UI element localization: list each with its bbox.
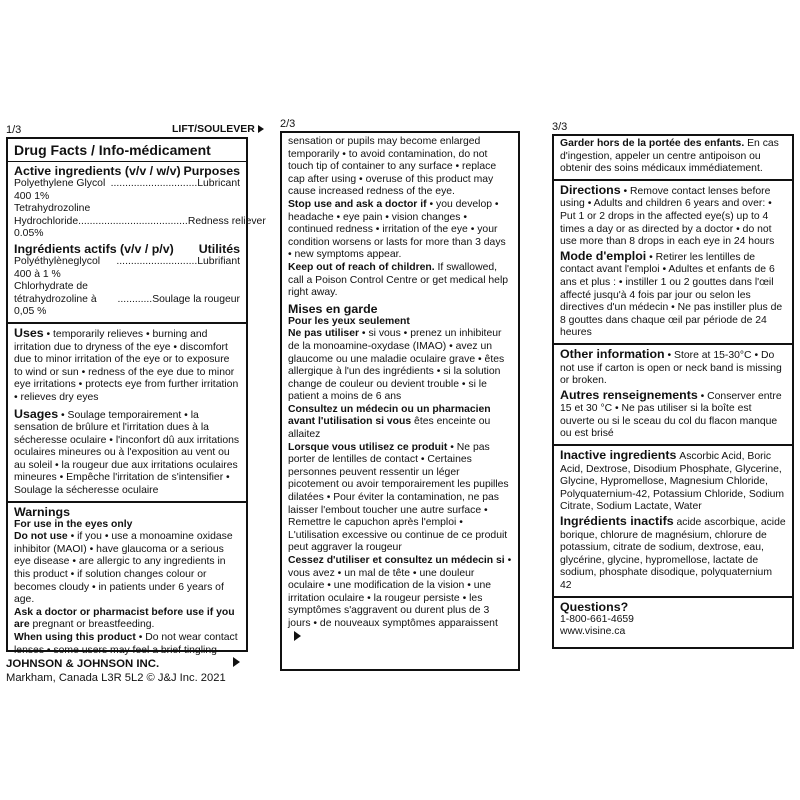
active-ingredients-heading: Active ingredients (v/v / w/v) — [14, 164, 181, 178]
keep-out-text: If swallowed, call a Poison Control Centre or get medical help right away. — [288, 261, 509, 299]
actif-row — [14, 281, 240, 294]
eyes-only-label: For use in the eyes only — [14, 518, 133, 530]
warnings-heading: Warnings — [14, 504, 70, 519]
drug-facts-panel-3 — [552, 134, 794, 649]
stop-use-text: • you develop • headache • eye pain • vision changes • continued redness • irritation of the eye • your condition worsens or lasts for more than 3 days • new symptoms appear. — [288, 198, 506, 261]
drug-facts-title: Drug Facts / Info-médicament — [8, 139, 246, 162]
directions-section — [554, 181, 792, 345]
lift-label — [172, 123, 264, 135]
yeux-seulement-label: Pour les yeux seulement — [288, 315, 410, 327]
when-using-text: • Do not wear contact lenses • some users may feel a brief tingling — [14, 632, 238, 656]
leader-dots: ............ — [117, 293, 153, 305]
website-link[interactable]: www.visine.ca — [560, 626, 626, 638]
purposes-heading: Purposes — [183, 164, 240, 178]
mises-en-garde-heading: Mises en garde — [288, 301, 378, 316]
consultez-text: êtes enceinte ou allaitez — [288, 416, 491, 441]
ingredient-purpose: Lubricant — [197, 178, 240, 189]
cessez-label: Cessez d'utiliser et consultez un médecin si — [288, 555, 505, 566]
page-number-3: 3/3 — [552, 121, 568, 133]
do-not-use-text: • if you • use a monoamine oxidase inhibitor (MAOI) • have glaucoma or a serious eye disease • are allergic to any ingredients in this product • if solution changes colour or becomes cloudy • in patients under 6 years of age. — [14, 531, 233, 606]
drug-facts-panel-2 — [280, 131, 520, 671]
continue-arrow-icon — [233, 657, 240, 667]
company-address: Markham, Canada L3R 5L2 © J&J Inc. 2021 — [6, 672, 226, 684]
questions-section — [554, 598, 792, 642]
active-ingredient-row — [14, 203, 240, 216]
ingredient-name: Tetrahydrozoline — [14, 203, 91, 215]
directions-heading: Directions — [560, 182, 621, 197]
leader-dots: .............................. — [110, 178, 198, 189]
ingredient-purpose: Redness reliever — [187, 215, 266, 227]
leader-dots: ...................................... — [78, 215, 188, 227]
ne-pas-utiliser-text: • si vous • prenez un inhibiteur de la monoamine-oxydase (IMAO) • avez un glaucome ou une maladie oculaire grave • êtes allergique à l'un des ingrédients • si la solution change de couleur ou devient trouble • si le patient a moins de 6 ans — [288, 328, 505, 403]
ingredient-name: Polyéthylèneglycol 400 à 1 % — [14, 255, 101, 280]
uses-text: • temporarily relieves • burning and irritation due to dryness of the eye • discomfort due to minor irritation of the eye or to exposure to wind or sun • redness of the eye due to minor eye irritations • protects eye from further irritation • relieves dry eyes — [14, 328, 239, 403]
other-info-heading: Other information — [560, 346, 665, 361]
utilites-heading: Utilités — [198, 241, 240, 256]
ask-doctor-text: pregnant or breastfeeding. — [32, 619, 155, 631]
other-info-text: • Store at 15-30°C • Do not use if carton is open or neck band is missing or broken. — [560, 349, 782, 387]
warnings-section — [8, 503, 246, 675]
usages-heading: Usages — [14, 406, 59, 421]
ingredient-name: Chlorhydrate de — [14, 281, 88, 293]
ingredient-purpose: Lubrifiant — [197, 255, 240, 267]
mode-emploi-heading: Mode d'emploi — [560, 248, 647, 263]
active-ingredients-section — [8, 162, 266, 324]
ask-doctor-label: Ask a doctor or pharmacist before use if you are — [14, 606, 235, 631]
consultez-label: Consultez un médecin ou un pharmacien avant l'utilisation si vous — [288, 403, 491, 428]
ingredient-name: Polyethylene Glycol 400 1% — [14, 178, 106, 202]
autres-text: • Conserver entre 15 et 30 °C • Ne pas utiliser si la boîte est ouverte ou si le sceau du col du flacon manque ou est brisé — [560, 390, 782, 440]
page-number-2: 2/3 — [280, 118, 296, 130]
garder-text: En cas d'ingestion, appeler un centre antipoison ou obtenir des soins médicaux immédiatement. — [560, 138, 779, 175]
inactifs-text: acide ascorbique, acide borique, chlorure de magnésium, chlorure de potassium, citrate de sodium, dextrose, eau, glycérine, glycine, hypromellose, lactate de sodium, phosphate disodique, polyquaternium 42 — [560, 517, 786, 591]
stop-use-label: Stop use and ask a doctor if — [288, 198, 427, 210]
ingredient-name: Hydrochloride 0.05% — [14, 215, 79, 240]
ingredient-purpose: Soulage la rougeur — [152, 293, 240, 305]
ne-pas-utiliser-label: Ne pas utiliser — [288, 328, 360, 340]
actif-row — [14, 256, 240, 281]
continue-arrow-icon — [294, 631, 301, 641]
company-footer — [6, 657, 226, 685]
directions-text: • Remove contact lenses before using • Adults and children 6 years and over: • Put 1 or 2 drops in the affected eye(s) up to 4 times a day or as directed by a doctor • do not use more than 8 drops in each eye in 24 hours — [560, 185, 775, 248]
active-ingredient-row — [14, 178, 240, 203]
arrow-right-icon — [258, 125, 264, 133]
questions-heading: Questions? — [560, 599, 629, 614]
garder-section — [554, 136, 792, 181]
warnings-continued-text: sensation or pupils may become enlarged temporarily • to avoid contamination, do not touch tip of container to any surface • replace cap after using • overuse of this product may cause increased redness of the eye. — [288, 136, 497, 198]
uses-heading: Uses — [14, 325, 44, 340]
inactifs-heading: Ingrédients inactifs — [560, 514, 674, 529]
company-name: JOHNSON & JOHNSON INC. — [6, 658, 160, 670]
other-info-section — [554, 345, 792, 446]
active-ingredient-row — [14, 215, 266, 241]
actif-row — [14, 294, 240, 319]
actifs-heading: Ingrédients actifs (v/v / p/v) — [14, 241, 174, 256]
lift-text: LIFT/SOULEVER — [172, 123, 255, 135]
uses-section — [8, 324, 246, 503]
phone-number: 1-800-661-4659 — [560, 613, 634, 625]
page-number-1: 1/3 — [6, 124, 22, 136]
inactive-section — [554, 446, 792, 598]
inactive-heading: Inactive ingredients — [560, 448, 677, 463]
lorsque-label: Lorsque vous utilisez ce produit — [288, 441, 448, 453]
garder-label: Garder hors de la portée des enfants. — [560, 138, 745, 149]
when-using-label: When using this product — [14, 632, 136, 643]
inactive-text: Ascorbic Acid, Boric Acid, Dextrose, Disodium Phosphate, Glycerine, Glycine, Hypromellose, Magnesium Chloride, Polyquaternium-42, Potassium Chloride, Sodium Citrate, Sodium Lactate, Water — [560, 451, 785, 513]
lorsque-text: • Ne pas porter de lentilles de contact • Certaines personnes peuvent ressentir un léger picotement ou avoir temporairement les pupilles dilatées • Pour éviter la contamination, ne pas laisser l'embout toucher une autre surface • Remettre le capuchon après l'emploi • L'utilisation excessive ou continue de ce produit peut aggraver la rougeur — [288, 441, 509, 554]
drug-facts-panel-1 — [6, 137, 266, 656]
mode-emploi-text: • Retirer les lentilles de contact avant l'emploi • Adultes et enfants de 6 ans et plus : • instiller 1 ou 2 gouttes dans l'œil affecté jusqu'à 4 fois par jour ou selon les directives d'un médecin • Ne pas instiller plus de 8 gouttes dans chaque œil par période de 24 heures — [560, 251, 783, 339]
leader-dots: ............................ — [116, 255, 198, 267]
panel2-content — [282, 133, 518, 648]
usages-text: • Soulage temporairement • la sensation de brûlure et l'irritation dues à la sécheresse oculaire • l'inconfort dû aux irritations oculaires mineures ou à l'exposition au vent ou au soleil • la rougeur due aux irritations oculaires mineures • Empêche l'irritation de s'intensifier • Soulage la sécheresse oculaire — [14, 409, 240, 497]
autres-heading: Autres renseignements — [560, 387, 698, 402]
ingredient-name: tétrahydrozoline à 0,05 % — [14, 293, 97, 318]
cessez-text: • vous avez • un mal de tête • une douleur oculaire • une modification de la vision • une irritation oculaire • la rougeur persiste • les symptômes s'aggravent ou durent plus de 3 jours • de nouveaux symptômes apparaissent — [288, 555, 512, 629]
do-not-use-label: Do not use — [14, 531, 68, 543]
keep-out-label: Keep out of reach of children. — [288, 261, 435, 273]
